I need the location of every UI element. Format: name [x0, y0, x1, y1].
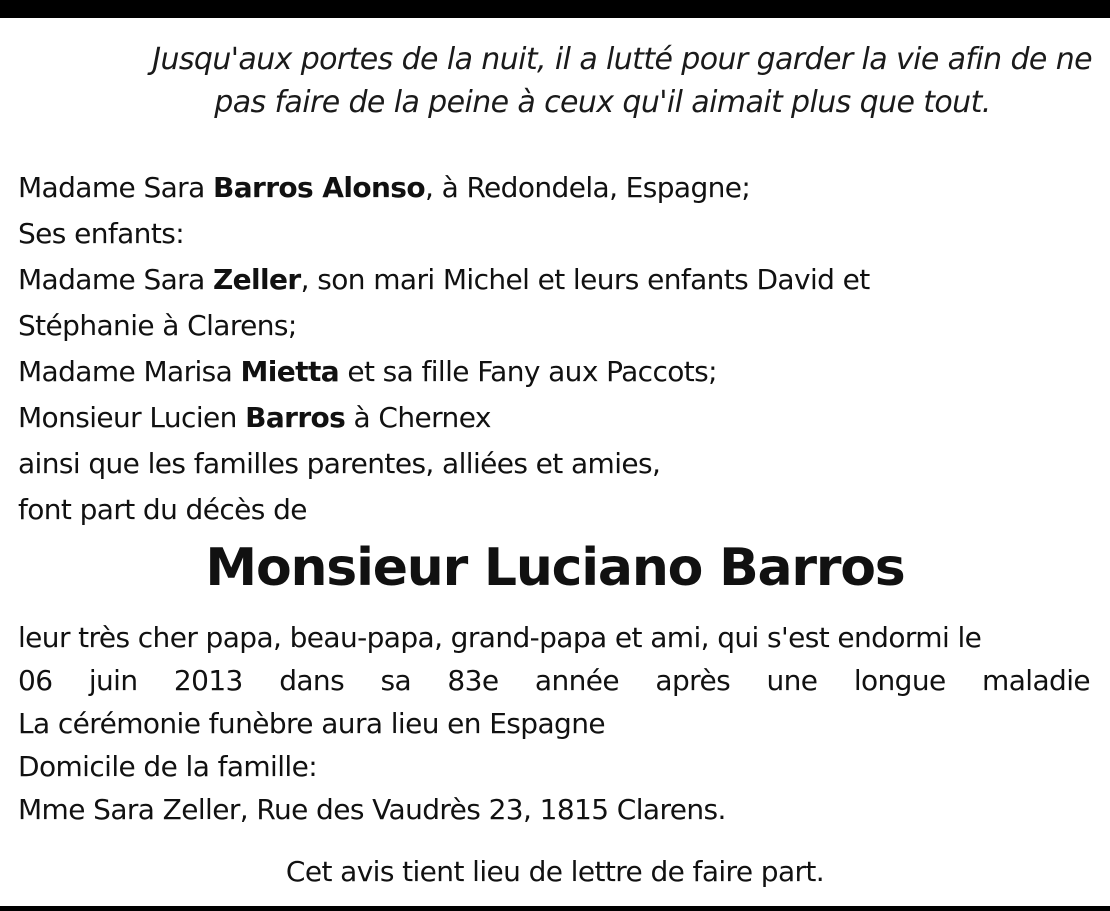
- bottom-border-rule: [0, 906, 1110, 911]
- closing-note: Cet avis tient lieu de lettre de faire part.: [285, 855, 825, 888]
- family-line-spouse: [18, 165, 870, 211]
- text-segment: , à Redondela, Espagne;: [425, 171, 751, 204]
- text-segment: et sa fille Fany aux Paccots;: [339, 355, 717, 388]
- text-segment: à Chernex: [345, 401, 491, 434]
- epigraph-line-2: pas faire de la peine à ceux qu'il aimait plus que tout.: [214, 85, 991, 120]
- family-announcement: [18, 165, 870, 533]
- family-line-announce: font part du décès de: [18, 493, 307, 526]
- epigraph-line-1: Jusqu'aux portes de la nuit, il a lutté pour garder la vie afin de ne: [152, 42, 1092, 77]
- details-line-2: 06 juin 2013 dans sa 83e année après une longue maladie: [18, 664, 1090, 697]
- family-line-children-heading: Ses enfants:: [18, 217, 185, 250]
- family-line-child-1: [18, 257, 870, 303]
- details-domicile-address: Mme Sara Zeller, Rue des Vaudrès 23, 1815 Clarens.: [18, 793, 726, 826]
- details-line-1: leur très cher papa, beau-papa, grand-papa et ami, qui s'est endormi le: [18, 621, 982, 654]
- text-segment: Madame Marisa: [18, 355, 241, 388]
- family-name-bold: Zeller: [212, 263, 301, 296]
- text-segment: Madame Sara: [18, 263, 213, 296]
- top-border-rule: [0, 0, 1110, 18]
- family-line-relatives: ainsi que les familles parentes, alliées et amies,: [18, 447, 661, 480]
- text-segment: Madame Sara: [18, 171, 213, 204]
- family-line-child-3: [18, 395, 870, 441]
- details-ceremony: La cérémonie funèbre aura lieu en Espagne: [18, 707, 605, 740]
- deceased-name-heading: Monsieur Luciano Barros: [205, 538, 905, 598]
- family-name-bold: Barros: [245, 401, 346, 434]
- family-line-child-1-cont: Stéphanie à Clarens;: [18, 309, 297, 342]
- family-line-child-2: [18, 349, 870, 395]
- death-details: [18, 616, 1090, 831]
- details-domicile-label: Domicile de la famille:: [18, 750, 318, 783]
- text-segment: , son mari Michel et leurs enfants David et: [300, 263, 870, 296]
- text-segment: Monsieur Lucien: [18, 401, 246, 434]
- family-name-bold: Barros Alonso: [212, 171, 425, 204]
- family-name-bold: Mietta: [240, 355, 340, 388]
